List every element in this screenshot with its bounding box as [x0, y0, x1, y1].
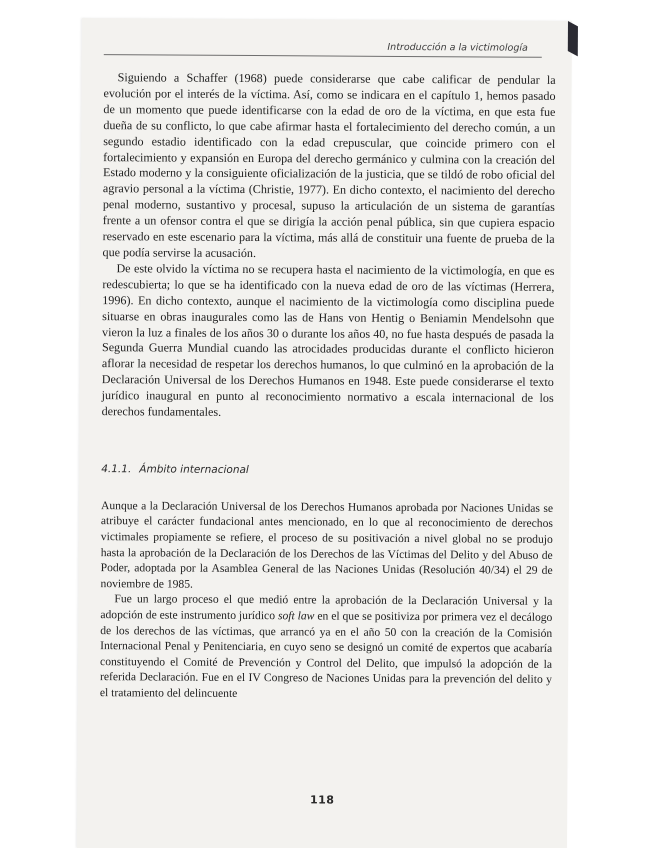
section-number: 4.1.1. — [101, 463, 132, 476]
page-number: 118 — [309, 793, 335, 807]
book-page — [77, 18, 572, 848]
paragraph-long-process-end: en el que se positiviza por primera vez el decálogo de los derechos de las víctimas, que arrancó ya en el año 50 con la creación de la Comisión Internacional Penal y Penitenciaria, en cuyo seno se designó un comité de expertos que acabaría constituyendo el Comité de Prevención y Control del Delito, que impulsó la adopción de la referida Declaración. Fue en el IV Congreso de Naciones Unidas para la prevención del delito y el tratamiento del delincuente — [99, 609, 553, 700]
paragraph-long-process-start: Fue un largo proceso el que medió entre la aprobación de la Declaración Universal y la adopción de este instrumento jurídico — [100, 592, 553, 623]
section-title: Ámbito internacional — [139, 463, 249, 476]
paragraph-pendular-evolution: Siguiendo a Schaffer (1968) puede considerarse que cabe calificar de pendular la evolución por el interés de la víctima. Así, como se indicara en el capítulo 1, hemos pasado de un momento que puede identificarse con la edad de oro de la víctima, en que esta fue dueña de su conflicto, lo que cabe afirmar hasta el fortalecimiento del derecho común, a un segundo estadio identificado con la edad crepuscular, que coincide primero con el fortalecimiento y expansión en Europa del derecho germánico y culmina con la creación del Estado moderno y la consiguiente oficialización de la justicia, que se tildó de robo oficial del agravio personal a la víctima (Christie, 1977). En dicho contexto, el nacimiento del derecho penal moderno, sustantivo y procesal, supuso la articulación de un sistema de garantías frente a un ofensor contra el que se dirigía la acción penal pública, sin que cupiera espacio reservado en este escenario para la víctima, más allá de constituir una fuente de prueba de la que podía servirse la acusación. — [102, 70, 556, 261]
running-head: Introducción a la victimología — [104, 40, 542, 58]
page-corner-shadow — [568, 21, 578, 56]
international-section — [100, 498, 553, 703]
intro-section — [102, 70, 556, 423]
soft-law-term: soft law — [277, 609, 315, 623]
paragraph-long-process — [100, 592, 553, 704]
paragraph-victimology-birth: De este olvido la víctima no se recupera hasta el nacimiento de la victimología, en que es redescubierta; lo que se ha identificado con la nueva edad de oro de las víctimas (Herrera, 1996). En dicho contexto, aunque el nacimiento de la victimología como disciplina puede situarse en obras inaugurales como las de Hans von Hentig o Beniamin Mendelsohn que vieron la luz a finales de los años 30 o durante los años 40, no fue hasta después de pasada la Segunda Guerra Mundial cuando las atrocidades producidas durante el conflicto hicieron aflorar la necesidad de respetar los derechos humanos, lo que culminó en la aprobación de la Declaración Universal de los Derechos Humanos en 1948. Este puede considerarse el texto jurídico inaugural en punto al reconocimiento normativo a escala internacional de los derechos fundamentales. — [101, 261, 555, 419]
section-heading — [101, 462, 553, 481]
page-body — [100, 70, 556, 703]
paragraph-universal-declaration: Aunque a la Declaración Universal de los Derechos Humanos aprobada por Naciones Unidas se atribuye el carácter fundacional antes mencionado, en lo que al reconocimiento de derechos victimales propiamente se refiere, el proceso de su positivación a nivel global no se produjo hasta la aprobación de la Declaración de los Derechos de las Víctimas del Delito y del Abuso de Poder, adoptada por la Asamblea General de las Naciones Unidas (Resolución 40/34) el 29 de noviembre de 1985. — [100, 498, 554, 591]
